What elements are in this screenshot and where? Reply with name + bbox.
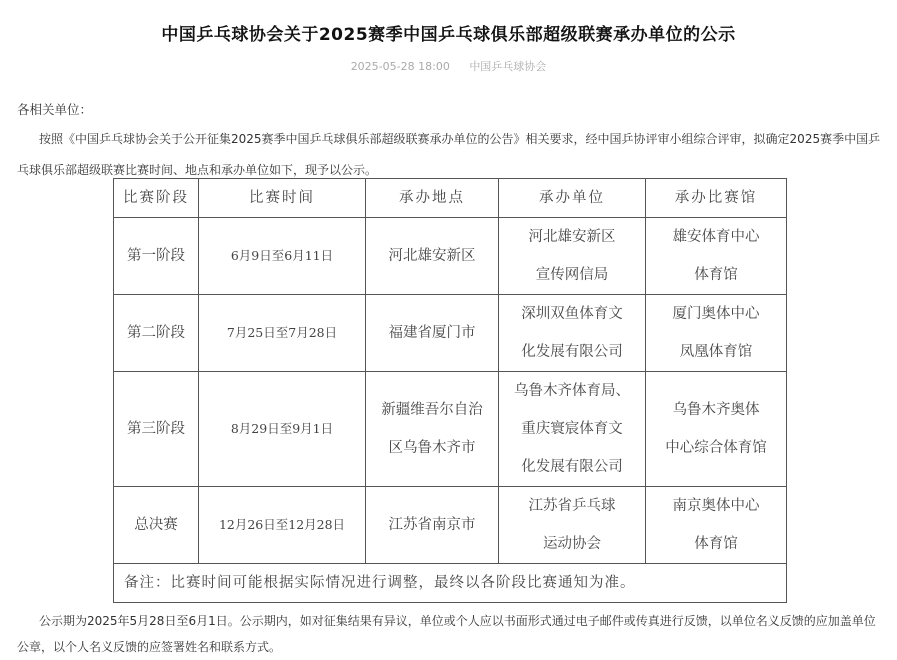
place-cell [366, 372, 499, 487]
venue-line: 南京奥体中心 [672, 498, 760, 514]
salutation: 各相关单位： [17, 102, 93, 117]
org-line: 化发展有限公司 [521, 344, 623, 360]
org-cell [499, 218, 646, 295]
venue-cell [646, 487, 787, 564]
org-cell [499, 372, 646, 487]
time-cell: 7月25日至7月28日 [199, 295, 366, 372]
venue-cell [646, 372, 787, 487]
place-line: 新疆维吾尔自治 [381, 402, 483, 418]
venue-line: 凤凰体育馆 [679, 344, 753, 360]
time-cell: 8月29日至9月1日 [199, 372, 366, 487]
venue-cell [646, 295, 787, 372]
time-cell: 6月9日至6月11日 [199, 218, 366, 295]
org-line: 深圳双鱼体育文 [521, 306, 623, 322]
place-cell: 江苏省南京市 [366, 487, 499, 564]
table-note: 备注：比赛时间可能根据实际情况进行调整，最终以各阶段比赛通知为准。 [114, 564, 787, 603]
org-line: 乌鲁木齐体育局、 [514, 383, 630, 399]
publish-date: 2025-05-28 18:00 [350, 60, 450, 73]
time-cell: 12月26日至12月28日 [199, 487, 366, 564]
place-cell: 福建省厦门市 [366, 295, 499, 372]
table-note-row [114, 564, 787, 603]
org-line: 重庆寰宸体育文 [521, 421, 623, 437]
venue-line: 中心综合体育馆 [665, 440, 767, 456]
stage-cell: 总决赛 [114, 487, 199, 564]
org-cell [499, 487, 646, 564]
stage-cell: 第二阶段 [114, 295, 199, 372]
place-cell: 河北雄安新区 [366, 218, 499, 295]
page-title: 中国乒乓球协会关于2025赛季中国乒乓球俱乐部超级联赛承办单位的公示 [161, 25, 736, 45]
header-time: 比赛时间 [199, 179, 366, 218]
header-place: 承办地点 [366, 179, 499, 218]
venue-line: 厦门奥体中心 [672, 306, 760, 322]
header-venue: 承办比赛馆 [646, 179, 787, 218]
venue-line: 体育馆 [694, 536, 738, 552]
publish-source: 中国乒乓球协会 [469, 60, 547, 73]
venue-line: 体育馆 [694, 267, 738, 283]
table-row [114, 487, 787, 564]
stage-cell: 第三阶段 [114, 372, 199, 487]
table-row [114, 218, 787, 295]
org-line: 江苏省乒乓球 [528, 498, 616, 514]
org-line: 宣传网信局 [535, 267, 609, 283]
intro-paragraph: 按照《中国乒乓球协会关于公开征集2025赛季中国乒乓球俱乐部超级联赛承办单位的公告》相关要求，经中国乒协评审小组综合评审，拟确定2025赛季中国乒乓球俱乐部超级联赛比赛时间、地点和承办单位如下，现予以公示。 [17, 132, 881, 177]
stage-cell: 第一阶段 [114, 218, 199, 295]
table-row [114, 295, 787, 372]
venue-line: 雄安体育中心 [672, 229, 760, 245]
org-line: 运动协会 [543, 536, 601, 552]
header-stage: 比赛阶段 [114, 179, 199, 218]
header-org: 承办单位 [499, 179, 646, 218]
table-row [114, 372, 787, 487]
schedule-table [113, 178, 787, 603]
article-meta [0, 58, 897, 74]
org-line: 河北雄安新区 [528, 229, 616, 245]
venue-cell [646, 218, 787, 295]
venue-line: 乌鲁木齐奥体 [672, 402, 760, 418]
org-line: 化发展有限公司 [521, 459, 623, 475]
table-header-row [114, 179, 787, 218]
closing-paragraph: 公示期为2025年5月28日至6月1日。公示期内，如对征集结果有异议，单位或个人应以书面形式通过电子邮件或传真进行反馈，以单位名义反馈的应加盖单位公章，以个人名义反馈的应签署姓名和联系方式。 [17, 614, 876, 654]
org-cell [499, 295, 646, 372]
place-line: 区乌鲁木齐市 [388, 440, 476, 456]
